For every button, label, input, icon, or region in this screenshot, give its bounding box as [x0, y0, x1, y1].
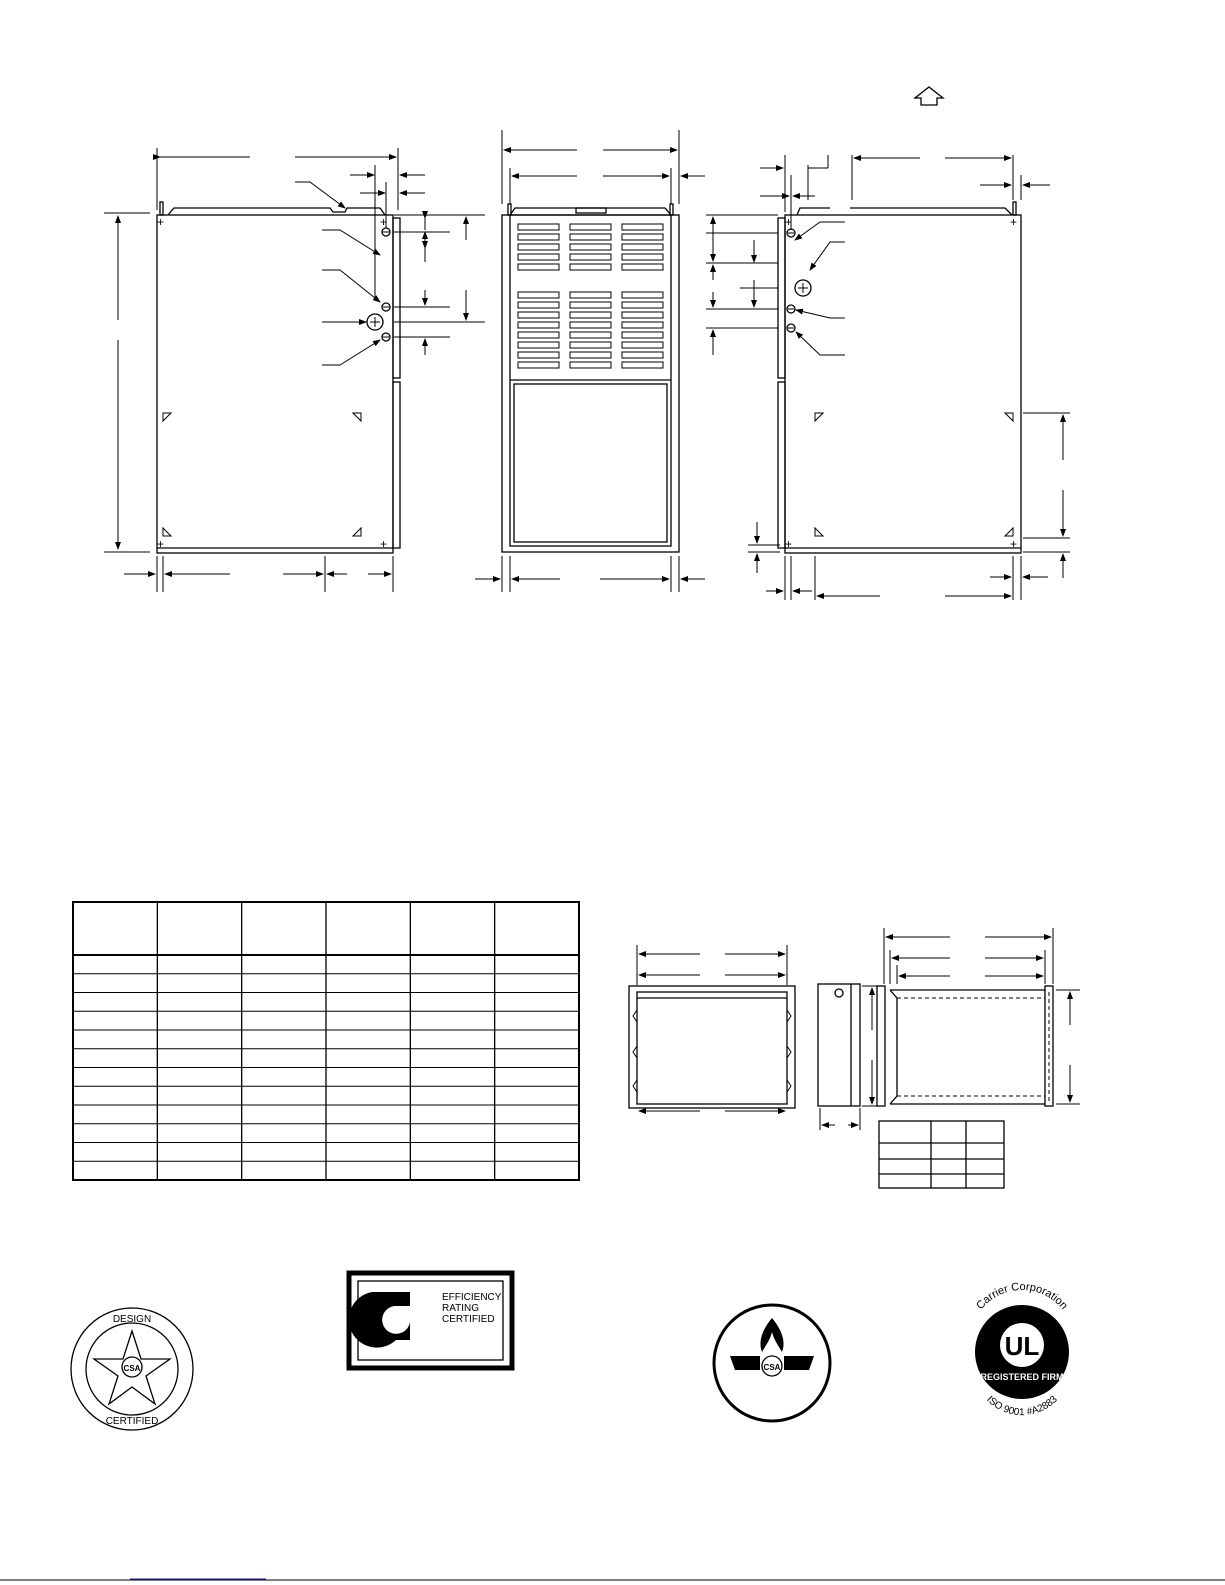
louver-slot [518, 362, 559, 368]
right-side-view [706, 155, 1070, 600]
efficiency-line2: RATING [442, 1303, 480, 1314]
louver-slot [570, 224, 611, 230]
ul-registered-firm-logo [970, 1281, 1074, 1418]
ul-mark: UL [1004, 1331, 1040, 1361]
louver-slot [518, 254, 559, 260]
filter-rack-detail [629, 945, 795, 1111]
louver-slot [570, 254, 611, 260]
svg-text:+: + [1010, 537, 1018, 551]
certified-label: CERTIFIED [105, 1416, 159, 1427]
left-side-view [104, 148, 485, 592]
ul-iso-text: ISO 9001 #A2883 [984, 1394, 1060, 1419]
svg-text:+: + [380, 537, 388, 551]
dimensions-table [73, 902, 579, 1180]
ul-band-text: REGISTERED FIRM [980, 1372, 1064, 1382]
louver-slot [622, 292, 663, 298]
louver-slot [518, 264, 559, 270]
louver-slot [570, 352, 611, 358]
louver-slot [570, 322, 611, 328]
louver-slot [518, 292, 559, 298]
louver-slot [570, 264, 611, 270]
svg-text:+: + [785, 215, 793, 229]
duct-flange-detail [818, 928, 1080, 1130]
louver-slot [622, 322, 663, 328]
louver-slot [570, 312, 611, 318]
louver-slot [622, 362, 663, 368]
louver-slot [518, 302, 559, 308]
efficiency-line1: EFFICIENCY [442, 1292, 502, 1303]
small-table [879, 1121, 1004, 1188]
louver-slot [622, 264, 663, 270]
louver-slot [518, 342, 559, 348]
louver-slot [570, 234, 611, 240]
louver-slot [622, 224, 663, 230]
front-view [475, 130, 705, 592]
gas-flame-logo [714, 1305, 830, 1421]
louver-slot [570, 292, 611, 298]
louver-slot [570, 362, 611, 368]
louver-slot [622, 244, 663, 250]
svg-text:+: + [1010, 215, 1018, 229]
efficiency-line3: CERTIFIED [442, 1314, 495, 1325]
louver-slot [518, 244, 559, 250]
louver-slot [570, 342, 611, 348]
louver-slot [518, 332, 559, 338]
design-label: DESIGN [112, 1314, 152, 1325]
ul-arc-top-text: Carrier Corporation [974, 1280, 1070, 1312]
airflow-up-arrow-icon [915, 87, 943, 105]
louver-slot [518, 224, 559, 230]
louver-slot [570, 244, 611, 250]
svg-text:+: + [157, 537, 165, 551]
csa-mark: CSA [123, 1364, 141, 1373]
louver-slot [622, 234, 663, 240]
louver-slot [622, 312, 663, 318]
louver-slot [622, 302, 663, 308]
svg-text:+: + [785, 537, 793, 551]
louver-slot [518, 352, 559, 358]
design-certified-logo [71, 1308, 193, 1430]
louver-slot [570, 332, 611, 338]
louver-slot [518, 322, 559, 328]
louver-slot [518, 234, 559, 240]
louver-slot [622, 254, 663, 260]
louver-slot [622, 332, 663, 338]
efficiency-rating-logo [349, 1273, 512, 1368]
svg-text:+: + [380, 215, 388, 229]
svg-text:+: + [157, 215, 165, 229]
louver-slot [622, 342, 663, 348]
louver-slot [570, 302, 611, 308]
louver-slot [622, 352, 663, 358]
louver-slot [518, 312, 559, 318]
gas-flame-csa: CSA [763, 1363, 781, 1372]
